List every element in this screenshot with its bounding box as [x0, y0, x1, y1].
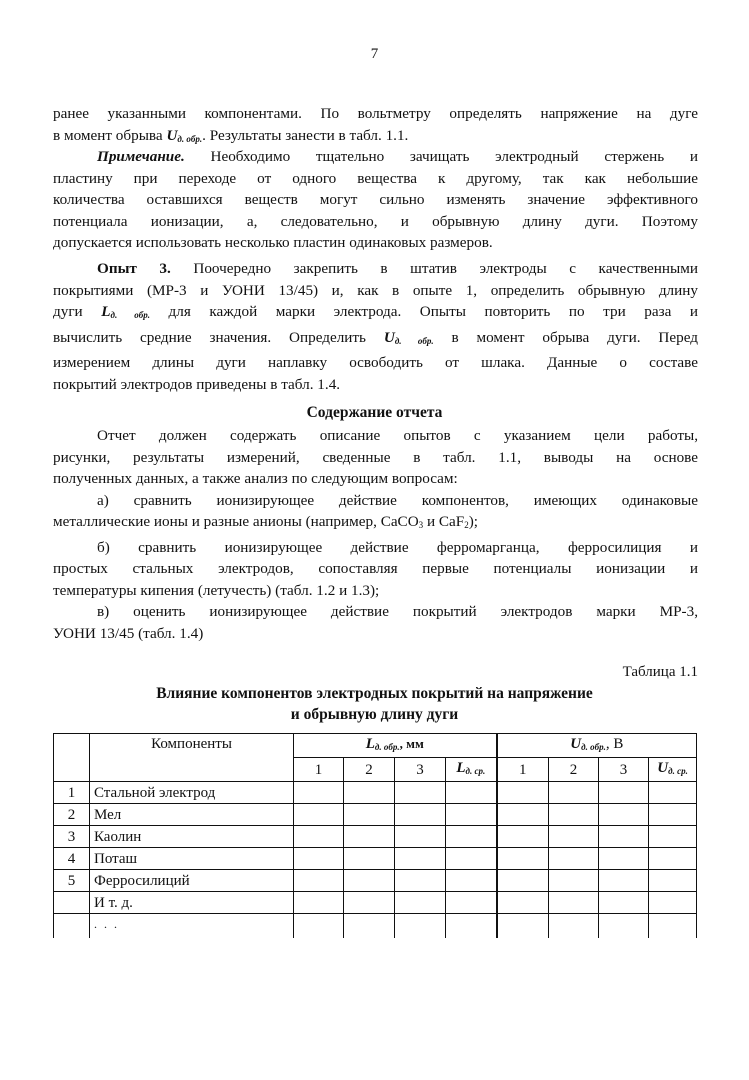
text-line: покрытиями (МР-3 и УОНИ 13/45) и, как в опыте 1, определить обрывную длину	[53, 281, 698, 299]
symbol-L: L	[365, 736, 375, 752]
text-line: измерением длины дуги наплавку освободить от шлака. Данные о составе	[53, 354, 698, 371]
experiment-label: Опыт 3.	[97, 260, 171, 277]
table-row	[54, 892, 697, 914]
table-cell-empty	[294, 870, 344, 892]
row-component: Стальной электрод	[90, 782, 294, 804]
table-cell-empty	[395, 782, 446, 804]
table-cell-empty	[599, 782, 649, 804]
table-cell-empty	[649, 870, 697, 892]
experiment-3-paragraph	[53, 258, 698, 395]
subheader-cell: 3	[395, 758, 446, 782]
symbol-subscript: д. обр.	[374, 742, 400, 752]
text-line: рисунки, результаты измерений, сведенные в табл. 1.1, выводы на основе	[53, 448, 698, 466]
table-cell-empty	[395, 892, 446, 914]
table-cell-empty	[549, 892, 599, 914]
symbol-U: U	[657, 760, 669, 776]
text-line	[53, 258, 698, 280]
symbol-U: U	[166, 126, 178, 144]
table-cell-empty	[344, 782, 395, 804]
table-cell-empty	[649, 848, 697, 870]
text-line: Отчет должен содержать описание опытов с указанием цели работы,	[97, 427, 698, 444]
table-cell-empty	[294, 848, 344, 870]
table-cell	[344, 914, 395, 939]
symbol-subscript: д. обр.	[110, 310, 150, 320]
table-row	[54, 782, 697, 804]
row-index: 2	[54, 804, 90, 826]
row-component: Ферросилиций	[90, 870, 294, 892]
text-line: пластину при переходе от одного вещества к другому, так как небольшие	[53, 169, 698, 187]
row-component: Каолин	[90, 826, 294, 848]
table-cell-empty	[446, 782, 497, 804]
row-index: 4	[54, 848, 90, 870]
table-cell-empty	[599, 826, 649, 848]
table-cell	[599, 914, 649, 939]
section-heading: Содержание отчета	[306, 404, 443, 421]
table-cell-empty	[549, 826, 599, 848]
text-fragment: и CaF	[423, 513, 465, 530]
header-cell-components: Компоненты	[90, 734, 294, 782]
text-line: допускается использовать несколько пластин одинаковых размеров.	[53, 234, 493, 251]
table-cell	[54, 914, 90, 939]
table-cell-empty	[497, 782, 549, 804]
table-cell	[497, 914, 549, 939]
symbol-subscript: д. обр.	[394, 335, 434, 346]
row-component: И т. д.	[90, 892, 294, 914]
table-cell-empty	[395, 826, 446, 848]
table-cell-empty	[549, 782, 599, 804]
table-cell-empty	[497, 848, 549, 870]
table-cell-empty	[446, 848, 497, 870]
text-line	[53, 146, 698, 168]
list-item-b: б) сравнить ионизирующее действие ферромарганца, ферросилиция и	[97, 538, 698, 556]
table-cell-empty	[344, 848, 395, 870]
ellipsis: . . .	[94, 917, 119, 931]
table-cell-empty	[344, 804, 395, 826]
table-cell-empty	[294, 782, 344, 804]
text-fragment: в момент обрыва дуги. Перед	[433, 328, 698, 346]
table-body	[54, 782, 697, 914]
subheader-cell-avg-voltage	[649, 758, 697, 782]
text-fragment: вычислить средние значения. Определить	[53, 328, 366, 346]
symbol-L: L	[456, 760, 466, 776]
table-header-row	[54, 734, 697, 758]
table-cell-empty	[549, 804, 599, 826]
table-cell-empty	[344, 870, 395, 892]
text-line: полученных данных, а также анализ по следующим вопросам:	[53, 470, 458, 487]
table-cell-empty	[446, 870, 497, 892]
table-cell-empty	[549, 870, 599, 892]
table-cell	[395, 914, 446, 939]
paragraph-continuation	[53, 103, 698, 150]
symbol-subscript: д. ср.	[668, 766, 688, 776]
symbol-subscript: д. обр.	[581, 742, 606, 752]
note-label: Примечание.	[97, 148, 185, 165]
table-cell-empty	[344, 892, 395, 914]
header-cell-index	[54, 734, 90, 782]
note-paragraph	[53, 146, 698, 254]
table-title	[0, 683, 749, 725]
table-cell-empty	[294, 804, 344, 826]
table-cell-empty	[599, 892, 649, 914]
row-component: Поташ	[90, 848, 294, 870]
table-cell-empty	[549, 848, 599, 870]
table-cell-empty	[395, 870, 446, 892]
report-paragraph	[53, 425, 698, 644]
table-cell-empty	[497, 804, 549, 826]
table-cell-empty	[294, 826, 344, 848]
text-line	[53, 301, 698, 327]
text-fragment: Поочередно закрепить в штатив электроды с качественными	[170, 260, 698, 277]
table-cell-empty	[649, 826, 697, 848]
text-fragment: металлические ионы и разные анионы (например, CaCO	[53, 513, 419, 530]
text-fragment: . Результаты занести в табл. 1.1.	[202, 126, 409, 144]
unit-label: , мм	[399, 736, 424, 751]
text-line: температуры кипения (летучесть) (табл. 1.2 и 1.3);	[53, 581, 380, 599]
text-line: покрытий электродов приведены в табл. 1.4.	[53, 375, 341, 393]
subheader-cell: 2	[344, 758, 395, 782]
subheader-cell: 3	[599, 758, 649, 782]
text-line: количества оставшихся веществ могут сильно изменять значение эффективного	[53, 191, 698, 208]
subheader-cell: 1	[294, 758, 344, 782]
text-line: потенциала ионизации, а, следовательно, и обрывную длину дуги. Поэтому	[53, 212, 698, 230]
symbol-U: U	[570, 736, 582, 752]
table-cell	[549, 914, 599, 939]
table-row	[54, 848, 697, 870]
table-cell-empty	[294, 892, 344, 914]
table-title-line: и обрывную длину дуги	[290, 706, 459, 723]
table-cell-empty	[446, 826, 497, 848]
row-index: 1	[54, 782, 90, 804]
text-fragment: дуги	[53, 303, 83, 320]
table-cell-empty	[649, 782, 697, 804]
table-cell-empty	[649, 892, 697, 914]
table-title-line: Влияние компонентов электродных покрытий на напряжение	[156, 685, 593, 702]
table-cell-empty	[344, 826, 395, 848]
table-cell-empty	[599, 804, 649, 826]
row-index: 3	[54, 826, 90, 848]
table-cell	[294, 914, 344, 939]
page-number: 7	[370, 46, 379, 62]
table-cell-empty	[497, 826, 549, 848]
text-line	[53, 327, 698, 353]
symbol-U: U	[383, 328, 395, 346]
subheader-cell: 2	[549, 758, 599, 782]
text-fragment: );	[468, 513, 478, 530]
subheader-cell-avg-length	[446, 758, 497, 782]
results-table	[53, 733, 697, 938]
text-fragment: Необходимо тщательно зачищать электродный стержень и	[184, 148, 698, 165]
table-cell	[446, 914, 497, 939]
symbol-subscript: д. обр.	[177, 133, 203, 144]
table-cell-empty	[446, 892, 497, 914]
table-cell-empty	[446, 804, 497, 826]
table-cell	[649, 914, 697, 939]
text-line: ранее указанными компонентами. По вольтметру определять напряжение на дуге	[53, 105, 698, 122]
table-row	[54, 870, 697, 892]
table-cell-empty	[497, 892, 549, 914]
table-cell-ellipsis	[90, 914, 294, 939]
row-index: 5	[54, 870, 90, 892]
table-cell-empty	[497, 870, 549, 892]
symbol-L: L	[101, 303, 111, 320]
table-cell-empty	[395, 804, 446, 826]
table-row-ellipsis	[54, 914, 697, 939]
table-cell-empty	[599, 870, 649, 892]
row-index	[54, 892, 90, 914]
table-row	[54, 804, 697, 826]
text-fragment: в момент обрыва	[53, 126, 163, 144]
table-cell-empty	[395, 848, 446, 870]
unit-label: , В	[605, 736, 624, 752]
text-fragment: для каждой марки электрода. Опыты повторить по три раза и	[150, 303, 698, 320]
text-line: УОНИ 13/45 (табл. 1.4)	[53, 624, 204, 642]
header-group-voltage	[497, 734, 697, 758]
list-item-a: а) сравнить ионизирующее действие компонентов, имеющих одинаковые	[97, 491, 698, 509]
table-label: Таблица 1.1	[622, 664, 698, 680]
text-line: простых стальных электродов, сопоставляя первые потенциалы ионизации и	[53, 560, 698, 577]
table-cell-empty	[599, 848, 649, 870]
chem-subscript: 2	[464, 520, 469, 530]
symbol-subscript: д. ср.	[465, 766, 486, 776]
header-group-length	[294, 734, 497, 758]
list-item-c: в) оценить ионизирующее действие покрытий электродов марки МР-3,	[97, 603, 698, 620]
table-row	[54, 826, 697, 848]
text-line	[53, 511, 698, 537]
subheader-cell: 1	[497, 758, 549, 782]
chem-subscript: 3	[418, 520, 424, 530]
table-cell-empty	[649, 804, 697, 826]
row-component: Мел	[90, 804, 294, 826]
